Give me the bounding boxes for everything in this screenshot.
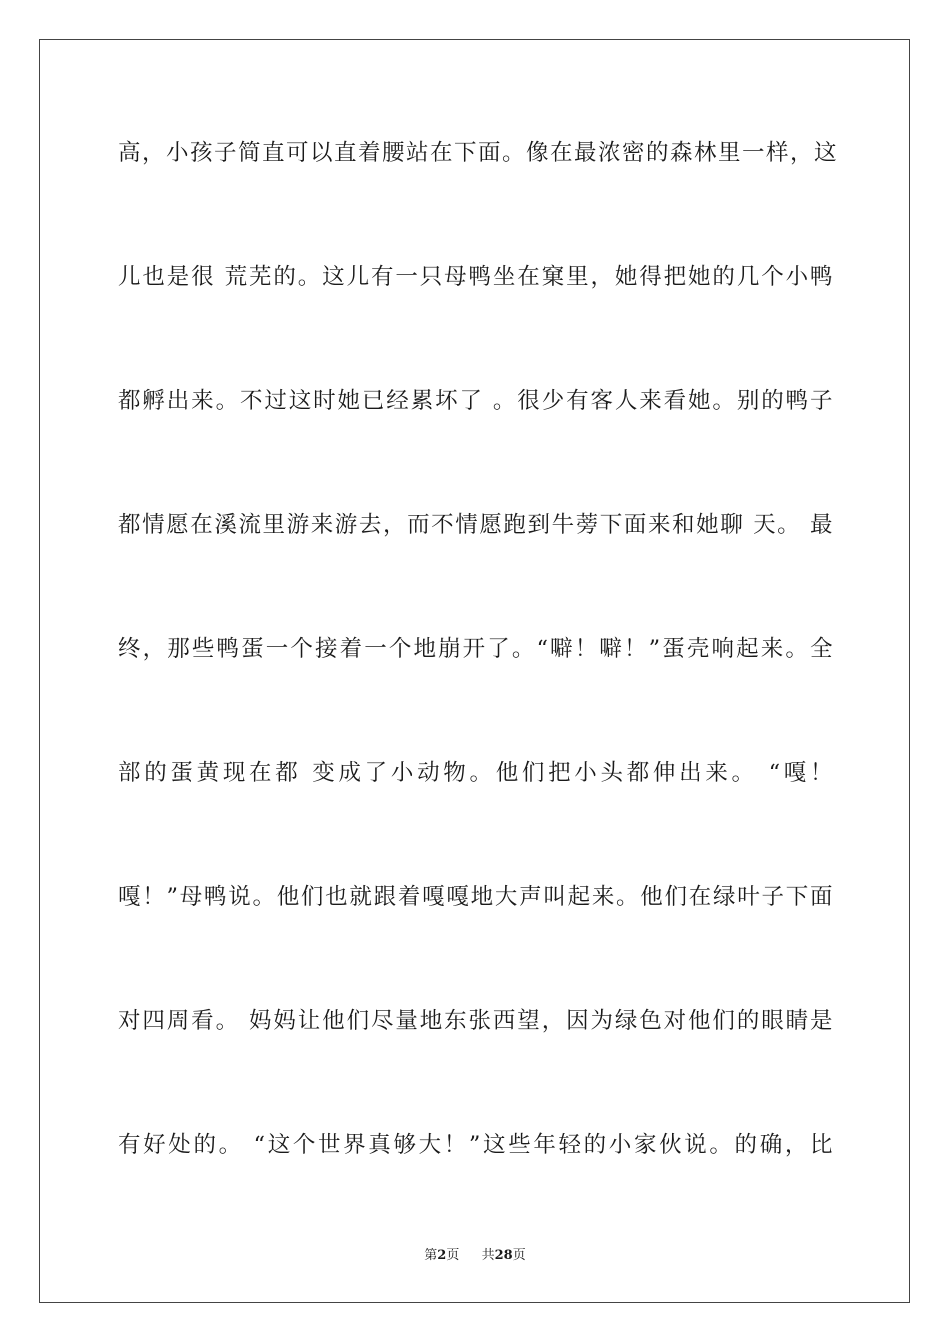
- text-line: 儿也是很 荒芜的。这儿有一只母鸭坐在窠里，她得把她的几个小鸭: [118, 264, 834, 290]
- text-line: 部的蛋黄现在都 变成了小动物。他们把小头都伸出来。 “嘎！: [118, 760, 834, 786]
- current-page: 2: [437, 1248, 447, 1263]
- total-suffix: 页: [512, 1248, 526, 1263]
- page-prefix: 第: [424, 1248, 438, 1263]
- total-count: 28: [494, 1248, 513, 1263]
- text-line: 终，那些鸭蛋一个接着一个地崩开了。“噼！噼！”蛋壳响起来。全: [118, 636, 834, 662]
- text-line: 都孵出来。不过这时她已经累坏了 。很少有客人来看她。别的鸭子: [118, 388, 834, 414]
- text-line: 对四周看。 妈妈让他们尽量地东张西望，因为绿色对他们的眼睛是: [118, 1008, 834, 1034]
- text-line: 嘎！”母鸭说。他们也就跟着嘎嘎地大声叫起来。他们在绿叶子下面: [118, 884, 834, 910]
- text-line: 有好处的。 “这个世界真够大！”这些年轻的小家伙说。的确，比: [118, 1132, 834, 1158]
- text-line: 高，小孩子简直可以直着腰站在下面。像在最浓密的森林里一样，这: [118, 140, 839, 166]
- page-footer: [0, 1244, 950, 1263]
- page-number: [424, 1248, 463, 1263]
- total-prefix: 共: [481, 1248, 495, 1263]
- total-pages: [482, 1248, 526, 1263]
- text-line: 都情愿在溪流里游来游去，而不情愿跑到牛蒡下面来和她聊 天。 最: [118, 512, 834, 538]
- page-suffix: 页: [446, 1248, 460, 1263]
- body-text: [118, 124, 839, 1240]
